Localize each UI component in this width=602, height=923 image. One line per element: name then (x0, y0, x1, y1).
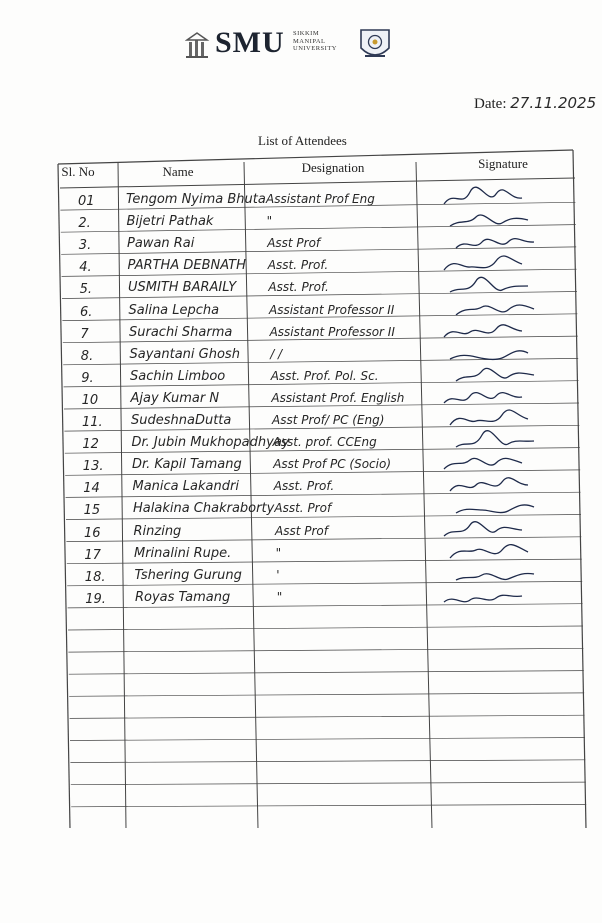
attendee-sl-no: 15 (83, 503, 101, 519)
university-name: SIKKIM MANIPAL UNIVERSITY (293, 30, 337, 52)
attendee-name: Surachi Sharma (129, 324, 233, 340)
row-divider (71, 782, 586, 785)
row-divider (68, 626, 583, 630)
attendee-sl-no: 17 (84, 547, 101, 563)
attendee-sl-no: 14 (83, 481, 100, 497)
attendee-name: USMITH BARAILY (128, 280, 237, 296)
column-divider (118, 162, 126, 828)
university-header (185, 24, 400, 66)
document-title: List of Attendees (258, 133, 347, 148)
attendee-name: Sachin Limboo (130, 368, 226, 384)
column-header-designation: Designation (301, 160, 365, 175)
attendee-signature (440, 584, 530, 610)
date-value: 27.11.2025 (510, 94, 597, 112)
attendee-name: Royas Tamang (135, 589, 231, 605)
attendee-name: SudeshnaDutta (131, 413, 232, 428)
attendee-name: Halakina Chakraborty (133, 501, 275, 517)
row-divider (69, 693, 584, 696)
column-header-sl-no: Sl. No (61, 164, 95, 179)
university-emblem-icon (185, 30, 211, 60)
attendee-sl-no: 10 (81, 392, 99, 408)
attendee-sl-no: 7 (80, 326, 89, 342)
row-divider (70, 760, 585, 763)
attendee-designation: Assistant Professor II (269, 324, 395, 339)
attendee-designation: " (266, 214, 273, 229)
date-label: Date: (474, 96, 507, 112)
attendee-sl-no: 4. (79, 260, 92, 276)
attendee-designation: / / (270, 346, 283, 361)
attendee-sl-no: 12 (82, 437, 99, 453)
row-divider (71, 804, 586, 806)
attendee-designation: Asst. prof. CCEng (272, 435, 377, 450)
attendee-sl-no: 5. (79, 282, 92, 298)
table-border-left (58, 164, 70, 828)
attendee-sl-no: 2. (78, 216, 91, 232)
attendee-designation: " (275, 545, 282, 560)
attendee-designation: Assistant Prof Eng (266, 192, 375, 206)
attendee-name: PARTHA DEBNATH (127, 258, 246, 274)
attendee-name: Pawan Rai (127, 236, 195, 252)
attendee-sl-no: 8. (80, 348, 94, 364)
column-divider (416, 162, 432, 828)
attendee-name: Salina Lepcha (128, 302, 220, 318)
attendee-designation: Asst. Prof. Pol. Sc. (270, 368, 379, 383)
attendee-name: Manica Lakandri (132, 479, 239, 495)
attendee-designation: Asst. Prof (274, 501, 332, 516)
row-divider (69, 671, 584, 675)
attendee-name: Tengom Nyima Bhuta (126, 192, 266, 207)
attendee-sl-no: 01 (78, 194, 95, 209)
attendee-name: Ajay Kumar N (130, 390, 220, 406)
column-header-signature: Signature (478, 156, 528, 171)
table-border-right (573, 150, 586, 828)
attendees-table (48, 148, 588, 828)
university-logo-text: SMU (215, 26, 285, 59)
attendee-name: Dr. Jubin Mukhopadhyay (131, 435, 290, 451)
attendee-designation: " (276, 589, 283, 604)
attendee-sl-no: 19. (85, 591, 106, 607)
attendee-name: Tshering Gurung (134, 567, 242, 583)
attendee-name: Dr. Kapil Tamang (132, 457, 242, 473)
attendee-sl-no: 11. (82, 415, 103, 430)
attendee-designation: Assistant Prof. English (271, 390, 405, 405)
attendee-sl-no: 13. (82, 459, 104, 475)
attendee-name: Sayantani Ghosh (129, 346, 240, 362)
attendee-sl-no: 16 (84, 525, 101, 541)
date-line (474, 94, 596, 113)
attendee-designation: Asst Prof PC (Socio) (273, 457, 391, 472)
attendee-designation: ' (276, 567, 280, 582)
column-header-name: Name (162, 164, 194, 179)
attendee-designation: Asst Prof (275, 523, 328, 538)
column-divider (244, 162, 258, 828)
attendee-sl-no: 9. (81, 370, 94, 386)
attendee-designation: Asst. Prof. (268, 280, 329, 295)
attendee-sl-no: 6. (80, 304, 93, 320)
row-divider (68, 648, 583, 652)
attendee-designation: Asst. Prof. (273, 479, 335, 494)
attendee-sl-no: 18. (84, 569, 106, 585)
attendee-designation: Assistant Professor II (269, 302, 395, 317)
attendee-name: Mrinalini Rupe. (134, 545, 232, 561)
attendee-designation: Asst Prof (267, 236, 321, 251)
attendee-sl-no: 3. (78, 238, 92, 254)
row-divider (70, 715, 585, 718)
attendee-name: Bijetri Pathak (126, 214, 214, 230)
university-seal-icon (357, 26, 393, 64)
attendee-designation: Asst. Prof. (267, 258, 329, 273)
row-divider (70, 738, 585, 741)
attendee-name: Rinzing (133, 523, 182, 539)
attendee-designation: Asst Prof/ PC (Eng) (272, 413, 385, 427)
